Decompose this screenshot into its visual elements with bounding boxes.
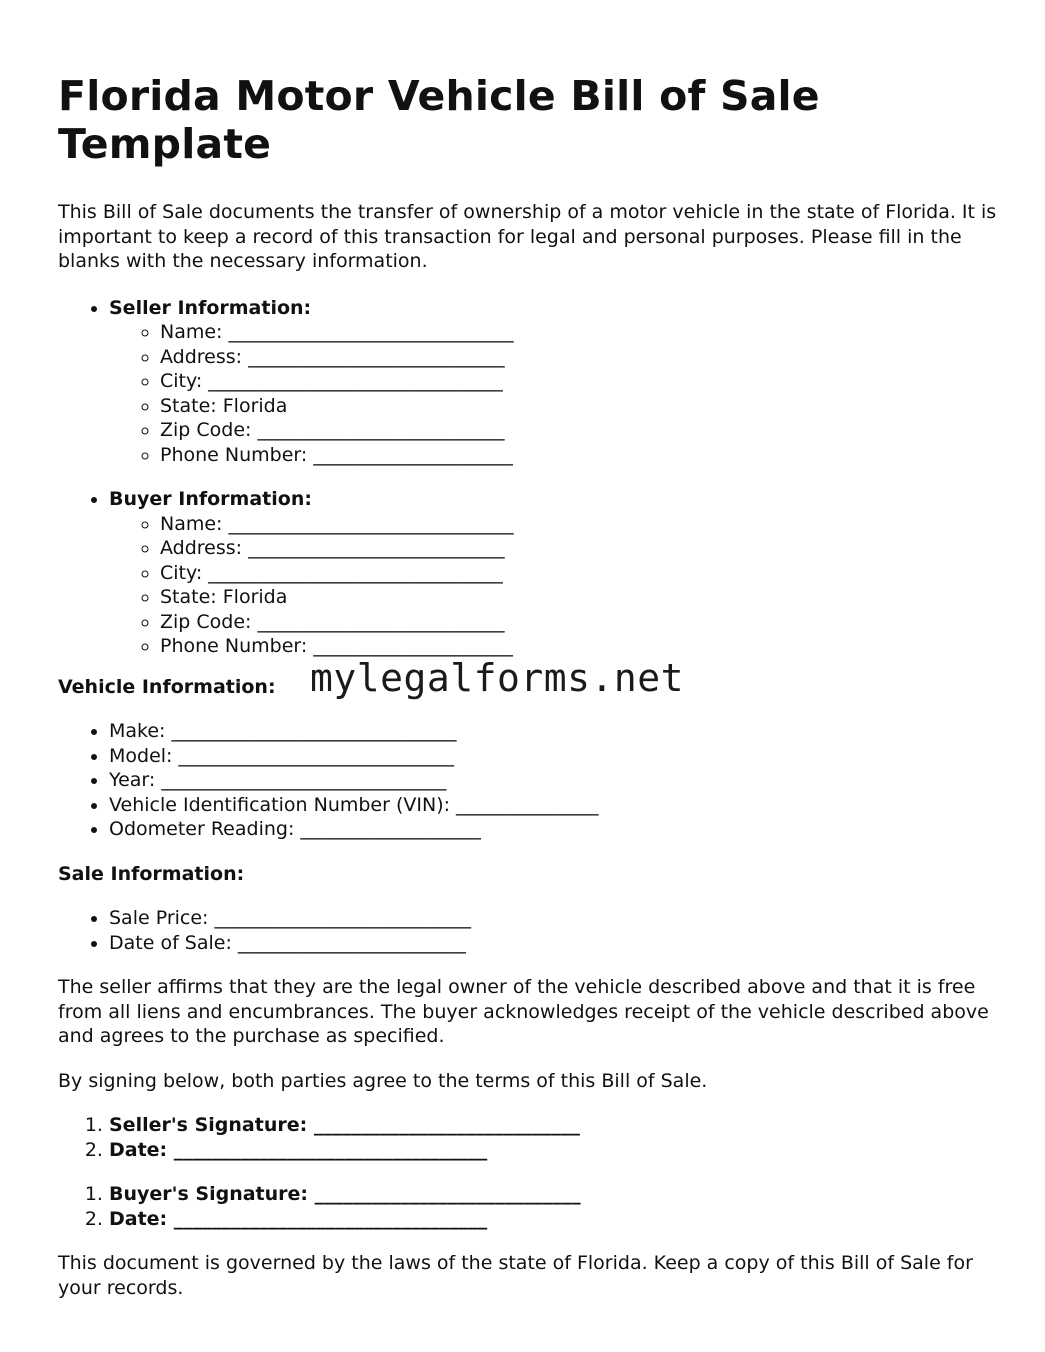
seller-fields [109,320,998,467]
seller-date-field[interactable] [109,1138,998,1163]
vehicle-model-field[interactable]: • Model: _____________________________ [109,744,998,769]
buyer-fields [109,512,998,659]
intro-paragraph: This Bill of Sale documents the transfer of ownership of a motor vehicle in the state of Florida. It is important to keep a record of this transaction for legal and personal purposes. Please fill in the blanks with the necessary information. [58,201,997,272]
seller-date-label: Date: _________________________________ [109,1138,488,1161]
seller-city-field[interactable]: ◦ City: _______________________________ [160,369,998,394]
seller-signature-field[interactable] [109,1113,998,1138]
buyer-phone-field[interactable]: ◦ Phone Number: _____________________ [160,634,998,659]
sale-fields [58,906,998,955]
buyer-signature-field[interactable] [109,1182,998,1207]
vehicle-year-field[interactable]: • Year: ______________________________ [109,768,998,793]
sale-price-field[interactable]: • Sale Price: ___________________________ [109,906,998,931]
seller-signature-list [58,1113,998,1162]
vehicle-fields [58,719,998,842]
seller-info-section [109,296,998,468]
sale-heading: Sale Information: [58,862,245,885]
seller-name-field[interactable]: ◦ Name: ______________________________ [160,320,998,345]
buyer-state-field: ◦ State: Florida [160,585,998,610]
vehicle-odometer-field[interactable]: • Odometer Reading: ___________________ [109,817,998,842]
buyer-date-label: Date: _________________________________ [109,1207,488,1230]
buyer-info-section [109,487,998,659]
seller-phone-field[interactable]: ◦ Phone Number: _____________________ [160,443,998,468]
buyer-heading: Buyer Information: [109,488,312,510]
buyer-signature-list [58,1182,998,1231]
footer-paragraph: This document is governed by the laws of the state of Florida. Keep a copy of this Bill of Sale for your records. [58,1252,973,1299]
buyer-zip-field[interactable]: ◦ Zip Code: __________________________ [160,610,998,635]
vehicle-heading: Vehicle Information: [58,675,276,698]
sale-date-field[interactable]: • Date of Sale: ________________________ [109,931,998,956]
seller-heading: Seller Information: [109,296,312,319]
vehicle-make-field[interactable]: • Make: ______________________________ [109,719,998,744]
seller-zip-field[interactable]: ◦ Zip Code: __________________________ [160,418,998,443]
agreement-paragraph: By signing below, both parties agree to the terms of this Bill of Sale. [58,1069,708,1092]
seller-signature-label: Seller's Signature: ____________________________ [109,1114,580,1136]
vehicle-vin-field[interactable]: • Vehicle Identification Number (VIN): _______________ [109,793,998,818]
buyer-date-field[interactable] [109,1207,998,1232]
seller-address-field[interactable]: ◦ Address: ___________________________ [160,345,998,370]
watermark-text: mylegalforms.net [310,656,685,700]
buyer-city-field[interactable]: ◦ City: _______________________________ [160,561,998,586]
affirmation-paragraph: The seller affirms that they are the legal owner of the vehicle described above and that it is free from all liens and encumbrances. The buyer acknowledges receipt of the vehicle described above and agrees to the purchase as specified. [58,976,989,1047]
buyer-name-field[interactable]: ◦ Name: ______________________________ [160,512,998,537]
buyer-signature-label: Buyer's Signature: ____________________________ [109,1183,581,1205]
page-title: Florida Motor Vehicle Bill of Sale Template [58,72,820,168]
buyer-address-field[interactable]: ◦ Address: ___________________________ [160,536,998,561]
seller-state-field: ◦ State: Florida [160,394,998,419]
buyer-info-list [58,487,998,659]
party-info-list [58,296,998,468]
